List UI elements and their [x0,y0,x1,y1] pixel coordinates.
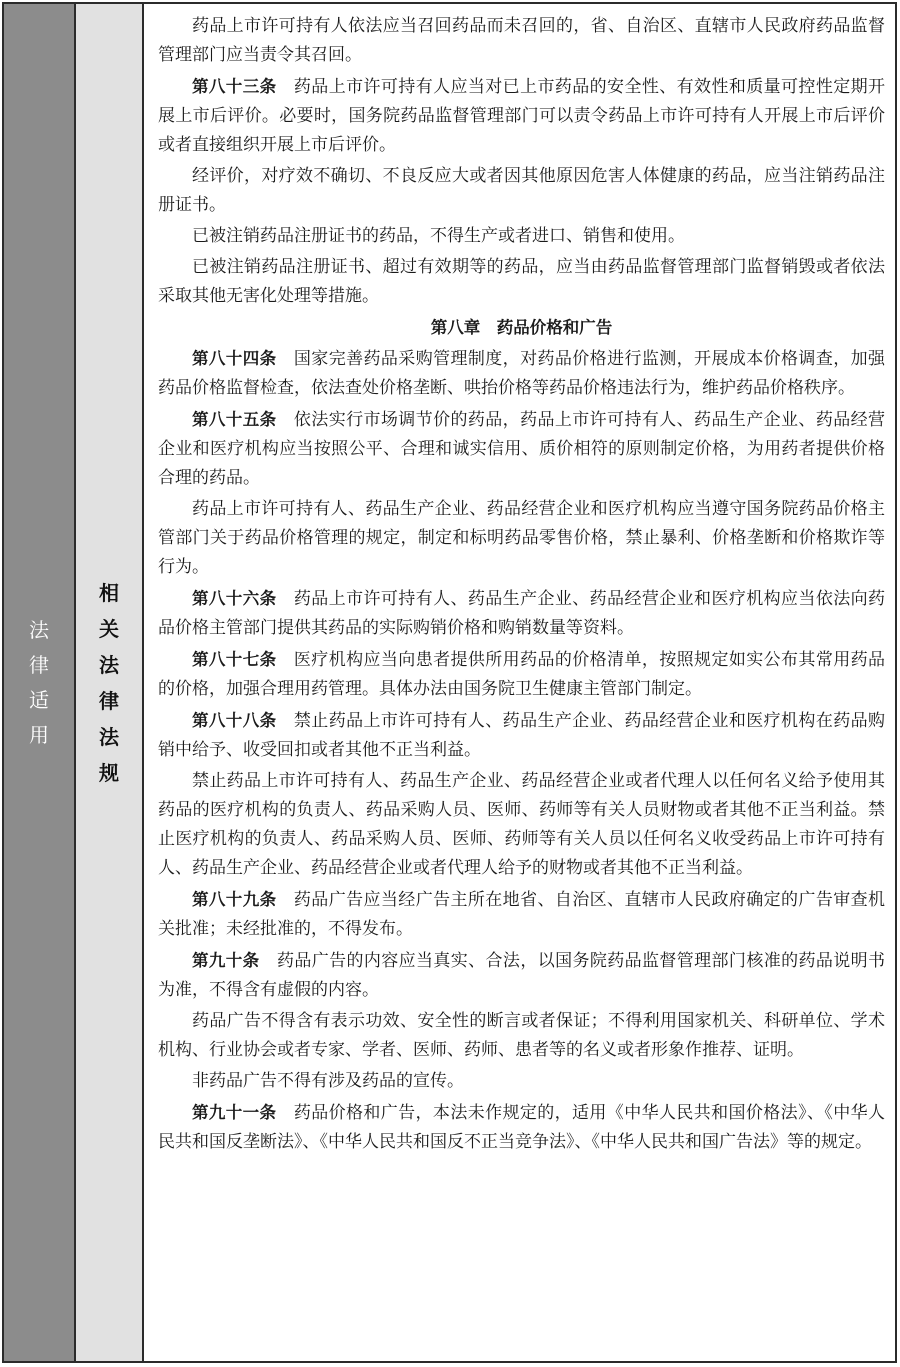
article-number: 第八十八条 [192,711,277,730]
category-cell [4,4,76,1361]
article-number: 第八十六条 [192,589,277,608]
law-paragraph [158,767,885,883]
law-paragraph [158,405,885,493]
paragraph-text: 药品广告应当经广告主所在地省、自治区、直辖市人民政府确定的广告审查机关批准；未经批准的，不得发布。 [158,890,886,939]
paragraph-text: 药品广告不得含有表示功效、安全性的断言或者保证；不得利用国家机关、科研单位、学术机构、行业协会或者专家、学者、医师、药师、患者等的名义或者形象作推荐、证明。 [158,1011,885,1060]
article-number: 第八十五条 [192,410,277,429]
law-paragraph [158,162,885,220]
article-number: 第九十一条 [192,1103,277,1122]
category-label: 法律适用 [29,617,49,747]
article-number: 第八十九条 [192,890,277,909]
paragraph-text: 禁止药品上市许可持有人、药品生产企业、药品经营企业或者代理人以任何名义给予使用其药品的医疗机构的负责人、药品采购人员、医师、药师等有关人员财物或者其他不正当利益。禁止医疗机构的负责人、药品采购人员、医师、药师等有关人员以任何名义收受药品上市许可持有人、药品生产企业、药品经营企业或者代理人给予的财物或者其他不正当利益。 [158,771,885,878]
article-number: 第八十四条 [192,349,277,368]
law-paragraph [158,222,885,251]
law-paragraph [158,584,885,643]
law-text-body [144,4,895,1361]
paragraph-text: 已被注销药品注册证书的药品，不得生产或者进口、销售和使用。 [192,226,685,246]
paragraph-text: 经评价，对疗效不确切、不良反应大或者因其他原因危害人体健康的药品，应当注销药品注册证书。 [158,166,885,215]
article-number: 第八十三条 [192,77,277,96]
paragraph-text: 国家完善药品采购管理制度，对药品价格进行监测，开展成本价格调查，加强药品价格监督检查，依法查处价格垄断、哄抬价格等药品价格违法行为，维护药品价格秩序。 [158,349,886,398]
paragraphs-before-chapter [158,12,885,311]
law-paragraph [158,1007,885,1065]
law-paragraph [158,706,885,765]
law-paragraph [158,645,885,704]
paragraph-text: 药品上市许可持有人应当对已上市药品的安全性、有效性和质量可控性定期开展上市后评价。必要时，国务院药品监督管理部门可以责令药品上市许可持有人开展上市后评价或者直接组织开展上市后评价。 [158,77,886,155]
law-paragraph [158,1067,885,1096]
article-number: 第八十七条 [192,650,277,669]
subcategory-cell [76,4,144,1361]
paragraph-text: 药品广告的内容应当真实、合法，以国务院药品监督管理部门核准的药品说明书为准，不得含有虚假的内容。 [158,951,886,1000]
subcategory-label: 相关法律法规 [99,580,119,785]
paragraph-text: 药品上市许可持有人、药品生产企业、药品经营企业和医疗机构应当遵守国务院药品价格主管部门关于药品价格管理的规定，制定和标明药品零售价格，禁止暴利、价格垄断和价格欺诈等行为。 [158,499,885,577]
law-table [2,2,897,1363]
article-number: 第九十条 [192,951,260,970]
law-paragraph [158,12,885,70]
paragraphs-after-chapter [158,344,885,1157]
law-paragraph [158,885,885,944]
paragraph-text: 药品上市许可持有人、药品生产企业、药品经营企业和医疗机构应当依法向药品价格主管部门提供其药品的实际购销价格和购销数量等资料。 [158,589,886,638]
paragraph-text: 已被注销药品注册证书、超过有效期等的药品，应当由药品监督管理部门监督销毁或者依法采取其他无害化处理等措施。 [158,257,885,306]
law-paragraph [158,495,885,582]
paragraph-text: 药品价格和广告，本法未作规定的，适用《中华人民共和国价格法》、《中华人民共和国反垄断法》、《中华人民共和国反不正当竞争法》、《中华人民共和国广告法》等的规定。 [158,1103,886,1152]
law-paragraph [158,344,885,403]
law-paragraph [158,72,885,160]
paragraph-text: 非药品广告不得有涉及药品的宣传。 [192,1071,464,1091]
chapter-heading: 第八章 药品价格和广告 [430,318,613,337]
law-paragraph [158,1098,885,1157]
paragraph-text: 药品上市许可持有人依法应当召回药品而未召回的，省、自治区、直辖市人民政府药品监督管理部门应当责令其召回。 [158,16,885,65]
paragraph-text: 禁止药品上市许可持有人、药品生产企业、药品经营企业和医疗机构在药品购销中给予、收受回扣或者其他不正当利益。 [158,711,886,760]
paragraph-text: 医疗机构应当向患者提供所用药品的价格清单，按照规定如实公布其常用药品的价格，加强合理用药管理。具体办法由国务院卫生健康主管部门制定。 [158,650,886,699]
paragraph-text: 依法实行市场调节价的药品，药品上市许可持有人、药品生产企业、药品经营企业和医疗机构应当按照公平、合理和诚实信用、质价相符的原则制定价格，为用药者提供价格合理的药品。 [158,410,886,488]
law-paragraph [158,946,885,1005]
law-paragraph [158,253,885,311]
